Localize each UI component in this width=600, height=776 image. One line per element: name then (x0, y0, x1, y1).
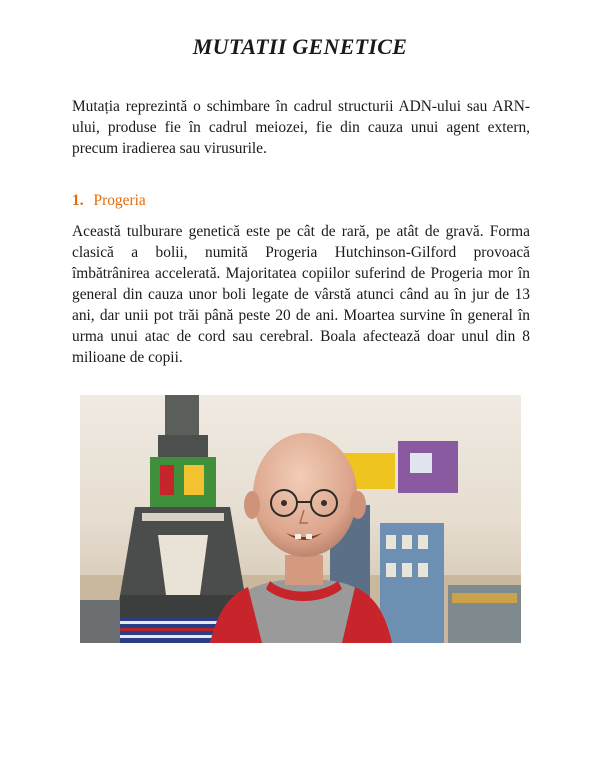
progeria-photo (80, 395, 521, 643)
section-body-paragraph: Această tulburare genetică este pe cât de rară, pe atât de gravă. Forma clasică a bolii, numită Progeria Hutchinson-Gilford provoacă îmbătrânirea accelerată. Majoritatea copiilor suferind de Progeria mor în general din cauza unor boli legate de vârstă atunci când au în jur de 13 ani, dar unii pot trăi până peste 20 de ani. Moartea survine în general în urma unui atac de cord sau cerebral. Boala afectează doar unul din 8 milioane de copii. (72, 223, 530, 366)
section-title: Progeria (93, 192, 146, 209)
section-number: 1. (72, 192, 84, 209)
intro-paragraph: Mutația reprezintă o schimbare în cadrul structurii ADN-ului sau ARN-ului, produse fie în cadrul meiozei, fie din cauza unui agent extern, precum iradierea sau virusurile. (72, 98, 530, 157)
page-title: MUTATII GENETICE (192, 34, 408, 59)
section-heading (72, 192, 146, 210)
